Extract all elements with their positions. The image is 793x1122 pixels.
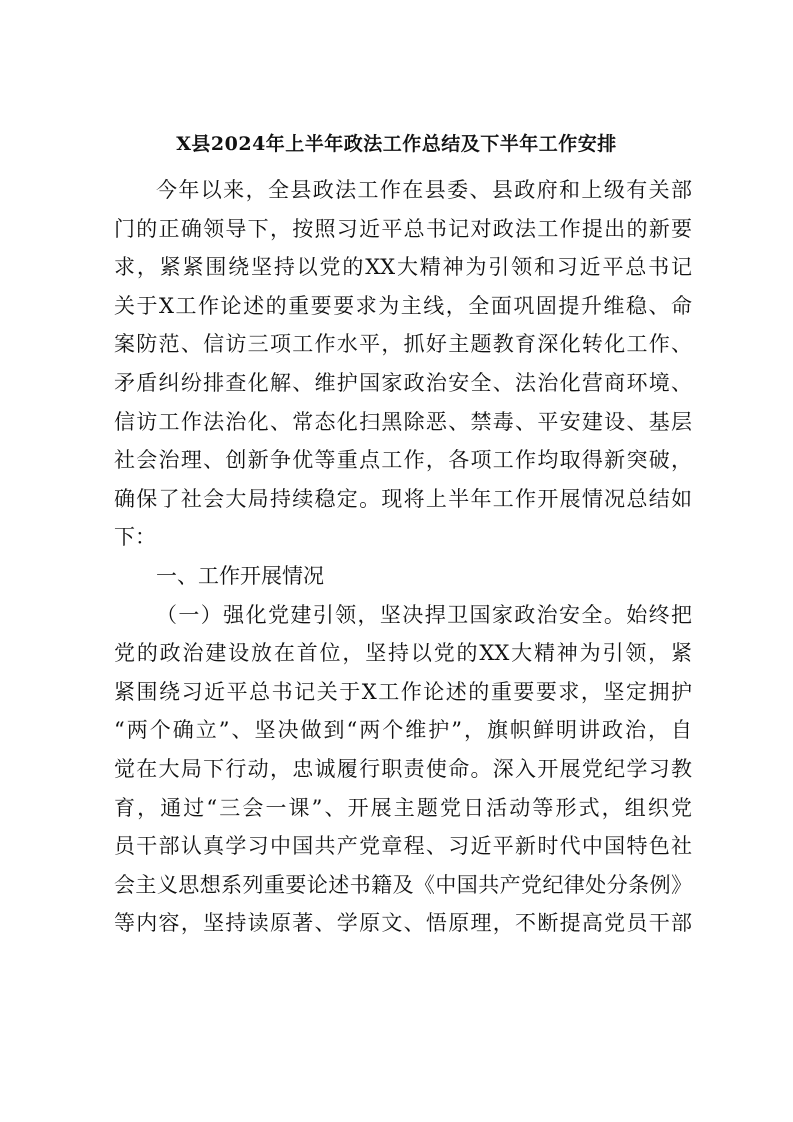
paragraph-line: 紧围绕习近平总书记关于X工作论述的重要要求，坚定拥护 [114,679,692,704]
paragraph-line: 求，紧紧围绕坚持以党的XX大精神为引领和习近平总书记 [114,255,692,280]
paragraph-line: 党的政治建设放在首位，坚持以党的XX大精神为引领，紧 [114,641,692,666]
paragraph-line: 关于X工作论述的重要要求为主线，全面巩固提升维稳、命 [114,293,692,318]
paragraph-line: （一）强化党建引领，坚决捍卫国家政治安全。始终把 [156,602,692,627]
paragraph-line: 确保了社会大局持续稳定。现将上半年工作开展情况总结如 [114,486,692,511]
paragraph-line: 今年以来，全县政法工作在县委、县政府和上级有关部 [156,178,692,202]
paragraph-line: 员干部认真学习中国共产党章程、习近平新时代中国特色社 [114,834,692,859]
paragraph-line: 育，通过“三会一课”、开展主题党日活动等形式，组织党 [114,795,692,820]
paragraph-line: 等内容，坚持读原著、学原文、悟原理，不断提高党员干部 [114,911,692,936]
paragraph-line: 矛盾纠纷排查化解、维护国家政治安全、法治化营商环境、 [114,370,692,395]
paragraph-line: “两个确立”、坚决做到“两个维护”，旗帜鲜明讲政治，自 [114,718,692,743]
section-heading: 一、工作开展情况 [156,563,324,588]
paragraph-line: 觉在大局下行动，忠诚履行职责使命。深入开展党纪学习教 [114,756,692,781]
paragraph-line: 案防范、信访三项工作水平，抓好主题教育深化转化工作、 [114,332,692,357]
document-title: X县2024年上半年政法工作总结及下半年工作安排 [176,133,617,155]
paragraph-line: 信访工作法治化、常态化扫黑除恶、禁毒、平安建设、基层 [114,409,692,434]
document-body [114,171,692,943]
paragraph-line: 下： [114,525,156,550]
paragraph-line: 社会治理、创新争优等重点工作，各项工作均取得新突破， [114,448,692,473]
paragraph-line: 门的正确领导下，按照习近平总书记对政法工作提出的新要 [114,216,692,241]
paragraph-line: 会主义思想系列重要论述书籍及《中国共产党纪律处分条例》 [114,872,692,897]
